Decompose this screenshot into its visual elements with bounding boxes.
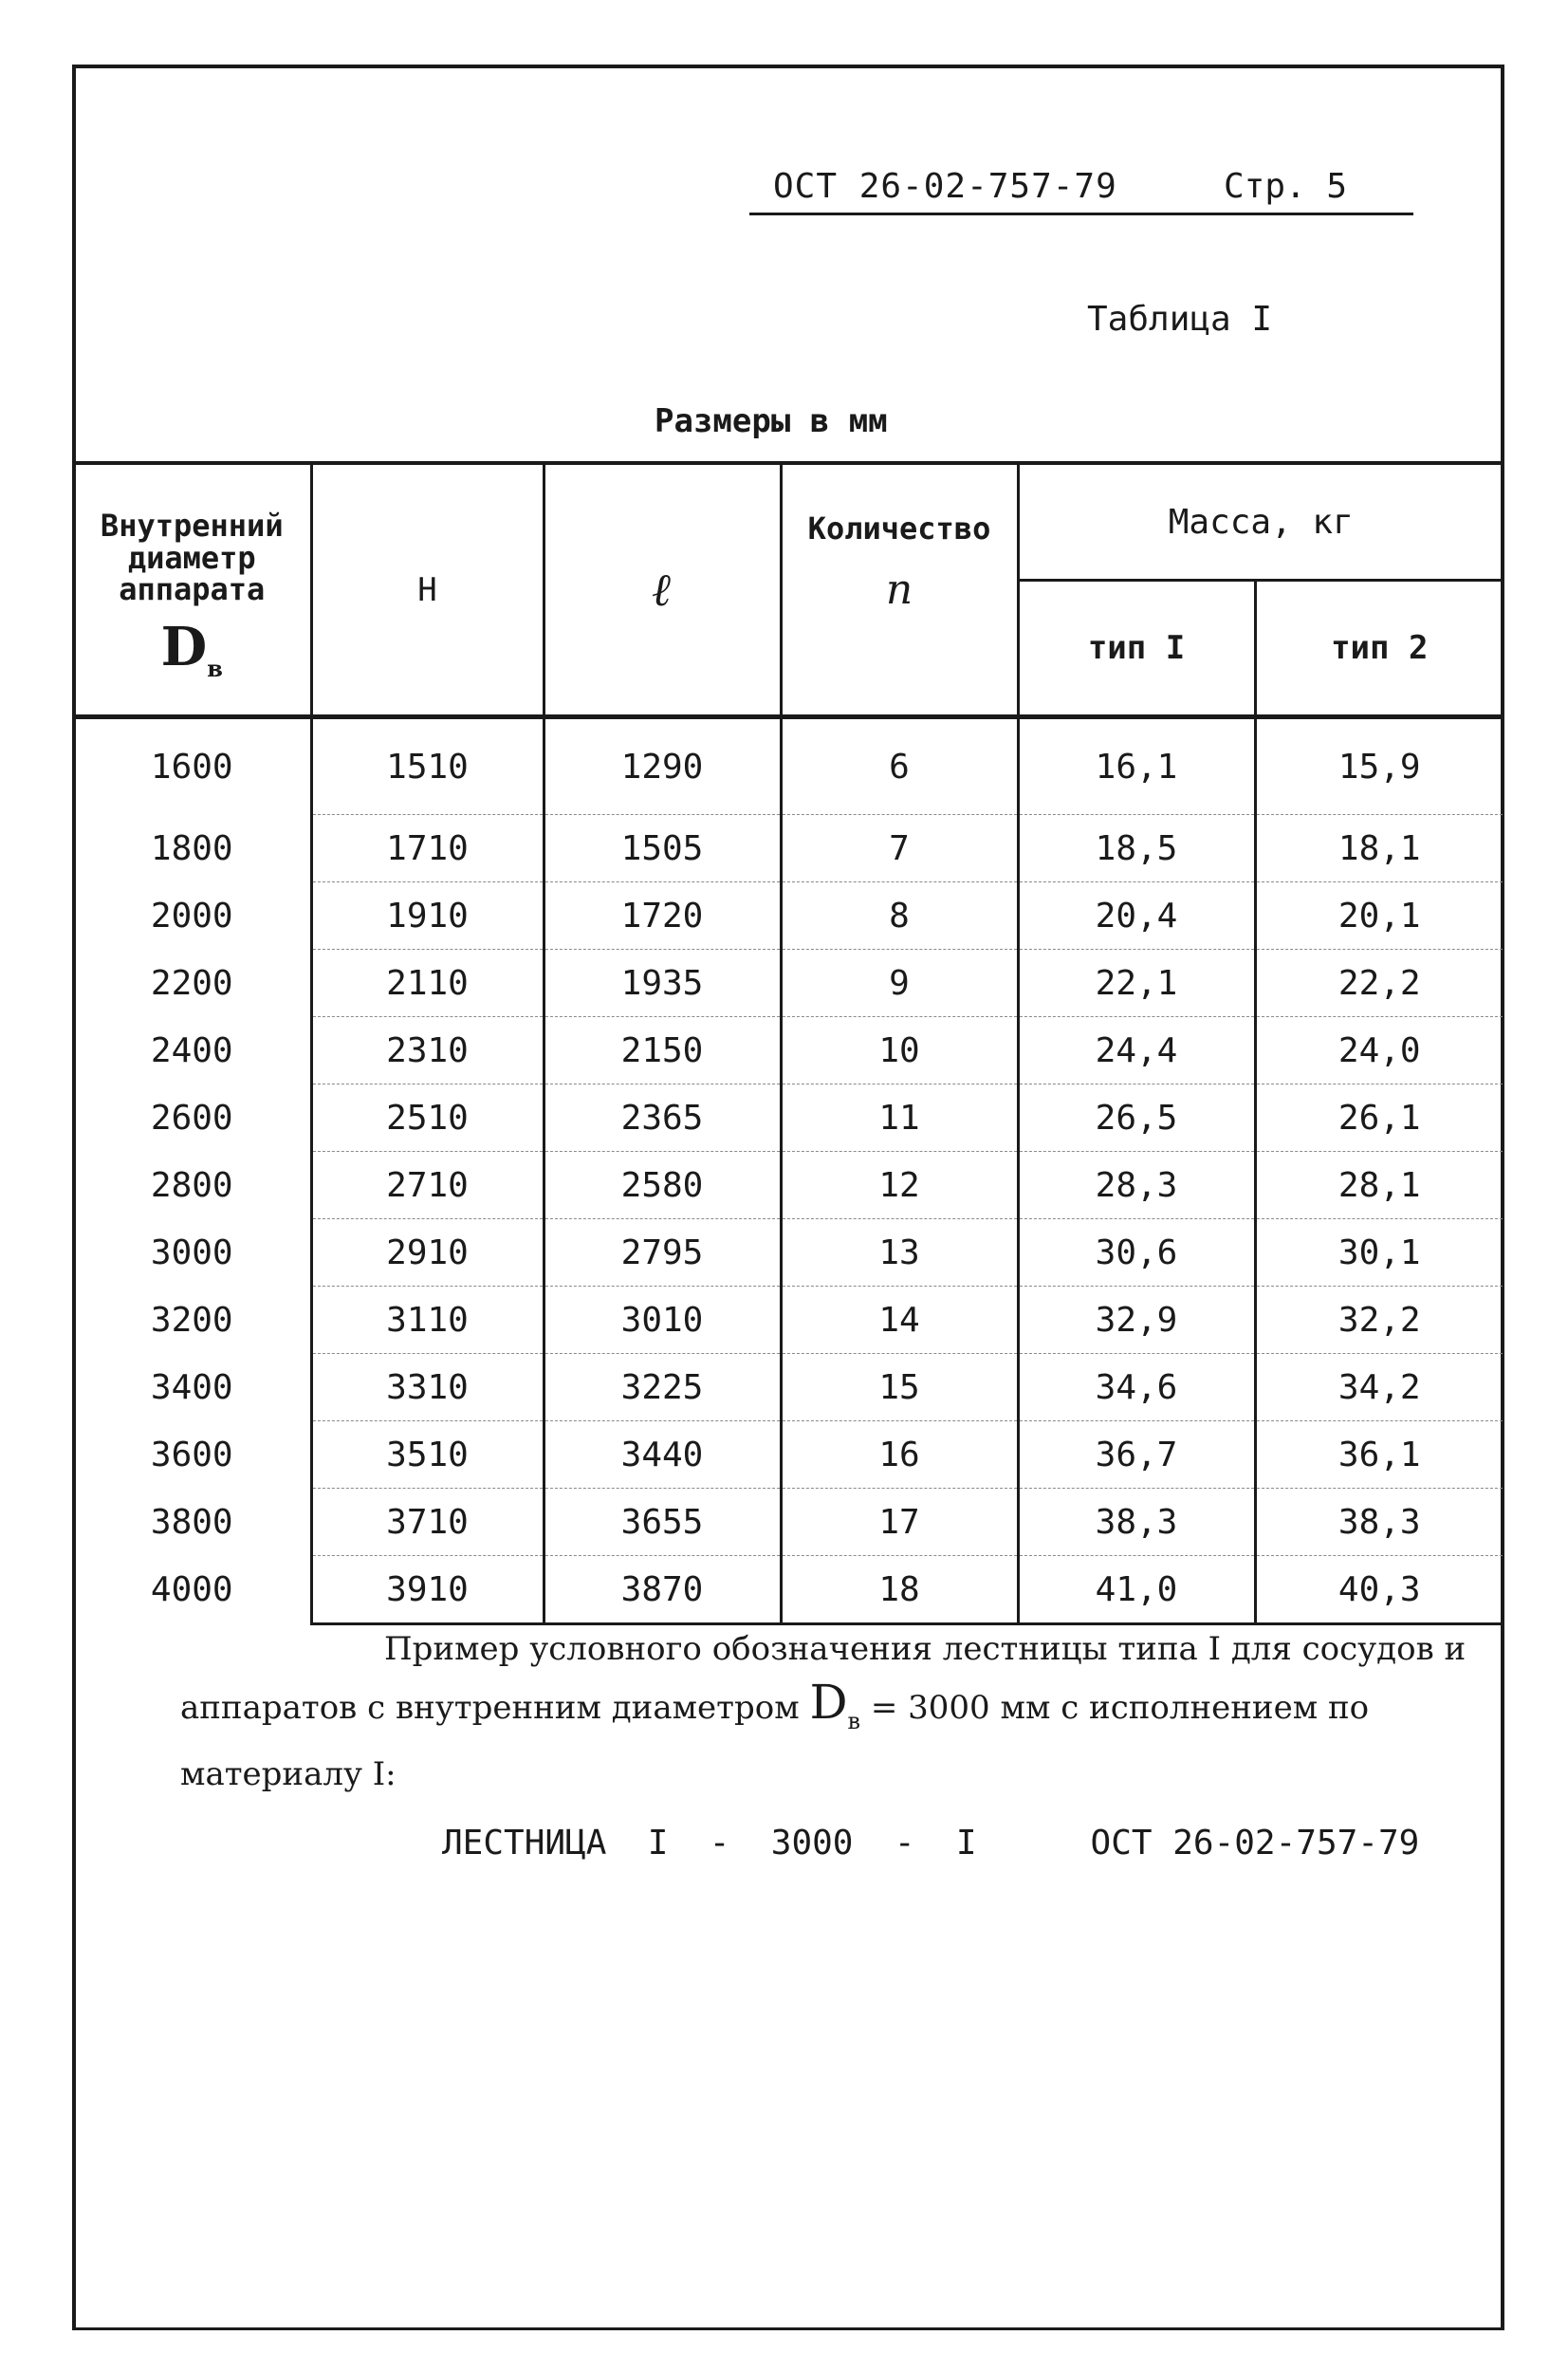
cell-h: 1510 <box>311 717 544 815</box>
cell-l: 3870 <box>544 1556 781 1624</box>
header-count-label: Количество <box>807 510 991 547</box>
cell-l: 3655 <box>544 1489 781 1556</box>
cell-count: 12 <box>781 1152 1018 1219</box>
cell-h: 3110 <box>311 1287 544 1354</box>
cell-l: 1505 <box>544 815 781 882</box>
cell-h: 1910 <box>311 882 544 950</box>
table-row <box>74 1354 1503 1421</box>
cell-mass-type1: 16,1 <box>1018 717 1255 815</box>
cell-count: 6 <box>781 717 1018 815</box>
cell-count: 18 <box>781 1556 1018 1624</box>
header-count <box>781 463 1018 717</box>
table-row <box>74 882 1503 950</box>
cell-h: 3710 <box>311 1489 544 1556</box>
cell-diameter: 2600 <box>74 1084 311 1152</box>
cell-l: 3010 <box>544 1287 781 1354</box>
cell-mass-type2: 36,1 <box>1255 1421 1503 1489</box>
cell-h: 2910 <box>311 1219 544 1287</box>
cell-count: 13 <box>781 1219 1018 1287</box>
table-row <box>74 1084 1503 1152</box>
cell-mass-type2: 15,9 <box>1255 717 1503 815</box>
cell-diameter: 2200 <box>74 950 311 1017</box>
header-underline <box>749 213 1413 215</box>
cell-mass-type1: 30,6 <box>1018 1219 1255 1287</box>
cell-mass-type1: 20,4 <box>1018 882 1255 950</box>
cell-diameter: 3800 <box>74 1489 311 1556</box>
cell-count: 11 <box>781 1084 1018 1152</box>
cell-mass-type1: 24,4 <box>1018 1017 1255 1084</box>
header-h: H <box>311 463 544 717</box>
cell-mass-type1: 38,3 <box>1018 1489 1255 1556</box>
cell-diameter: 2000 <box>74 882 311 950</box>
table-caption: Таблица I <box>1087 300 1273 339</box>
cell-h: 2110 <box>311 950 544 1017</box>
cell-l: 2795 <box>544 1219 781 1287</box>
cell-count: 17 <box>781 1489 1018 1556</box>
table-row <box>74 717 1503 815</box>
header-mass: Масса, кг <box>1018 463 1503 581</box>
cell-h: 2310 <box>311 1017 544 1084</box>
cell-diameter: 1600 <box>74 717 311 815</box>
table-row <box>74 1556 1503 1624</box>
table-row <box>74 1287 1503 1354</box>
example-text-before: Пример условного обозначения лестницы типа I для сосудов и аппаратов с внутренним диаметром <box>180 1630 1467 1727</box>
cell-mass-type1: 28,3 <box>1018 1152 1255 1219</box>
example-symbol: $D_в$ <box>809 1675 861 1734</box>
cell-diameter: 2800 <box>74 1152 311 1219</box>
designation-standard: ОСТ 26-02-757-79 <box>1090 1824 1420 1863</box>
cell-diameter: 3400 <box>74 1354 311 1421</box>
cell-mass-type2: 38,3 <box>1255 1489 1503 1556</box>
example-text-after: = 3000 мм с исполнением по материалу I: <box>180 1689 1370 1793</box>
table-body <box>74 717 1503 1624</box>
cell-count: 7 <box>781 815 1018 882</box>
cell-count: 8 <box>781 882 1018 950</box>
cell-h: 3310 <box>311 1354 544 1421</box>
cell-mass-type1: 22,1 <box>1018 950 1255 1017</box>
cell-l: 1720 <box>544 882 781 950</box>
cell-mass-type1: 36,7 <box>1018 1421 1255 1489</box>
cell-diameter: 3600 <box>74 1421 311 1489</box>
cell-h: 3510 <box>311 1421 544 1489</box>
designation-example <box>442 1824 1419 1863</box>
cell-h: 2510 <box>311 1084 544 1152</box>
cell-diameter: 2400 <box>74 1017 311 1084</box>
header-diameter <box>74 463 311 717</box>
cell-mass-type1: 18,5 <box>1018 815 1255 882</box>
cell-l: 2580 <box>544 1152 781 1219</box>
cell-mass-type2: 28,1 <box>1255 1152 1503 1219</box>
cell-h: 2710 <box>311 1152 544 1219</box>
cell-diameter: 3000 <box>74 1219 311 1287</box>
cell-l: 1290 <box>544 717 781 815</box>
cell-mass-type2: 26,1 <box>1255 1084 1503 1152</box>
header-type2: тип 2 <box>1255 581 1503 717</box>
header-type1: тип I <box>1018 581 1255 717</box>
header-l: ℓ <box>544 463 781 717</box>
header-count-symbol: n <box>885 565 913 614</box>
table-row <box>74 1017 1503 1084</box>
table-row <box>74 950 1503 1017</box>
table-row <box>74 1421 1503 1489</box>
cell-mass-type2: 32,2 <box>1255 1287 1503 1354</box>
cell-count: 10 <box>781 1017 1018 1084</box>
cell-mass-type1: 26,5 <box>1018 1084 1255 1152</box>
cell-l: 3225 <box>544 1354 781 1421</box>
table-row <box>74 1219 1503 1287</box>
table-row <box>74 1489 1503 1556</box>
cell-h: 3910 <box>311 1556 544 1624</box>
example-paragraph <box>180 1622 1508 1801</box>
cell-count: 16 <box>781 1421 1018 1489</box>
cell-l: 2150 <box>544 1017 781 1084</box>
cell-l: 2365 <box>544 1084 781 1152</box>
table-row <box>74 1152 1503 1219</box>
cell-mass-type2: 40,3 <box>1255 1556 1503 1624</box>
cell-mass-type2: 18,1 <box>1255 815 1503 882</box>
table-row <box>74 815 1503 882</box>
cell-diameter: 1800 <box>74 815 311 882</box>
designation-text: ЛЕСТНИЦА I - 3000 - I <box>442 1824 977 1863</box>
cell-mass-type2: 34,2 <box>1255 1354 1503 1421</box>
cell-mass-type2: 24,0 <box>1255 1017 1503 1084</box>
cell-mass-type2: 30,1 <box>1255 1219 1503 1287</box>
cell-l: 3440 <box>544 1421 781 1489</box>
cell-mass-type2: 22,2 <box>1255 950 1503 1017</box>
cell-mass-type1: 34,6 <box>1018 1354 1255 1421</box>
cell-count: 15 <box>781 1354 1018 1421</box>
cell-mass-type2: 20,1 <box>1255 882 1503 950</box>
units-note: Размеры в мм <box>655 402 888 440</box>
cell-diameter: 4000 <box>74 1556 311 1624</box>
cell-count: 9 <box>781 950 1018 1017</box>
cell-mass-type1: 32,9 <box>1018 1287 1255 1354</box>
header-diameter-symbol: $D_в$ <box>160 615 223 682</box>
cell-l: 1935 <box>544 950 781 1017</box>
cell-mass-type1: 41,0 <box>1018 1556 1255 1624</box>
document-code: ОСТ 26-02-757-79 <box>773 167 1117 206</box>
dimensions-table <box>74 461 1503 1625</box>
header-diameter-label: Внутренний диаметр аппарата <box>100 508 284 608</box>
cell-h: 1710 <box>311 815 544 882</box>
cell-diameter: 3200 <box>74 1287 311 1354</box>
cell-count: 14 <box>781 1287 1018 1354</box>
page-number: Стр. 5 <box>1224 167 1348 206</box>
